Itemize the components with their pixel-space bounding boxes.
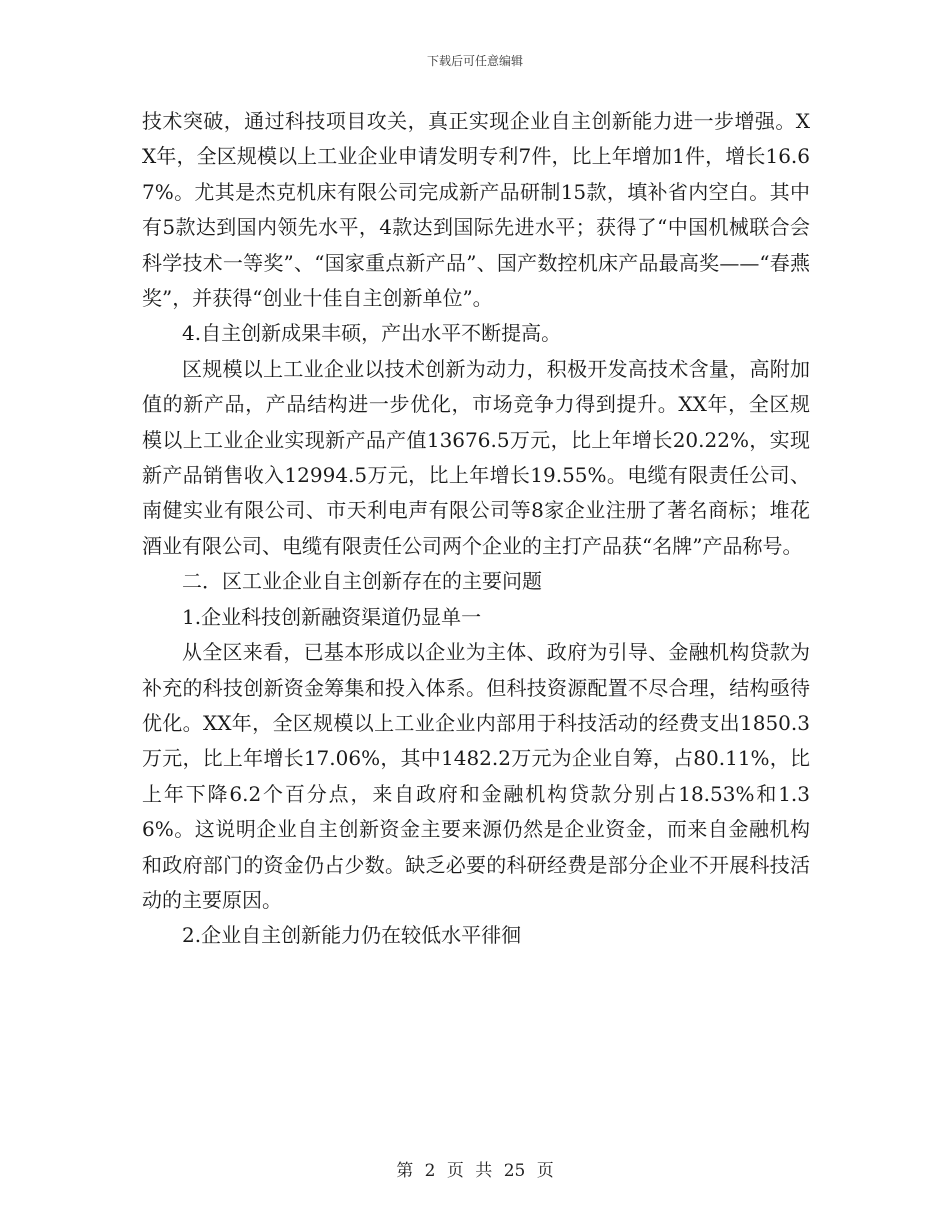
section-heading-2: 2.企业自主创新能力仍在较低水平徘徊 — [182, 923, 522, 948]
paragraph-1: 技术突破，通过科技项目攻关，真正实现企业自主创新能力进一步增强。XX年，全区规模以上工业企业申请发明专利7件，比上年增加1件，增长16.67%。尤其是杰克机床有限公司完成新产品研制15款，填补省内空白。其中有5款达到国内领先水平，4款达到国际先进水平；获得了“中国机械联合会科学技术一等奖”、“国家重点新产品”、国产数控机床产品最高奖——“春燕奖”，并获得“创业十佳自主创新单位”。 — [142, 109, 810, 311]
paragraph-2: 区规模以上工业企业以技术创新为动力，积极开发高技术含量，高附加值的新产品，产品结构进一步优化，市场竞争力得到提升。XX年，全区规模以上工业企业实现新产品产值13676.5万元，比上年增长20.22%，实现新产品销售收入12994.5万元，比上年增长19.55%。电缆有限责任公司、南健实业有限公司、市天利电声有限公司等8家企业注册了著名商标；堆花酒业有限公司、电缆有限责任公司两个企业的主打产品获“名牌”产品称号。 — [142, 356, 810, 558]
page-footer: 第 2 页 共 25 页 — [396, 1161, 554, 1181]
page-header: 下载后可任意编辑 — [426, 54, 523, 68]
section-heading-4: 4.自主创新成果丰硕，产出水平不断提高。 — [182, 321, 562, 346]
paragraph-3: 从全区来看，已基本形成以企业为主体、政府为引导、金融机构贷款为补充的科技创新资金筹集和投入体系。但科技资源配置不尽合理，结构亟待优化。XX年，全区规模以上工业企业内部用于科技活动的经费支出1850.3万元，比上年增长17.06%，其中1482.2万元为企业自筹，占80.11%，比上年下降6.2个百分点，来自政府和金融机构贷款分别占18.53%和1.36%。这说明企业自主创新资金主要来源仍然是企业资金，而来自金融机构和政府部门的资金仍占少数。缺乏必要的科研经费是部分企业不开展科技活动的主要原因。 — [142, 640, 810, 912]
section-heading-1: 1.企业科技创新融资渠道仍显单一 — [182, 604, 482, 629]
chapter-heading-2: 二．区工业企业自主创新存在的主要问题 — [182, 569, 542, 594]
document-body — [142, 104, 810, 954]
